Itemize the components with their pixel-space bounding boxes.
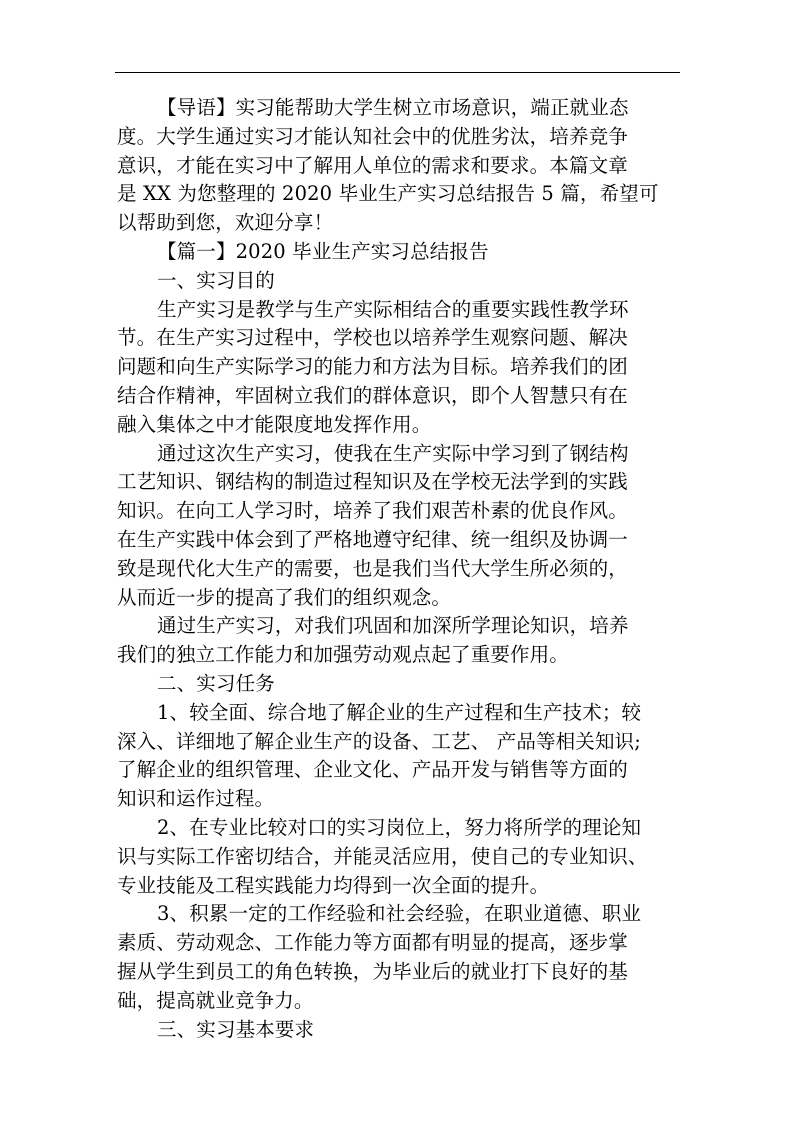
text-line: 二、实习任务 [157, 671, 275, 695]
text-line: 意识，才能在实习中了解用人单位的需求和要求。本篇文章 [117, 153, 628, 177]
document-body [117, 94, 677, 1044]
text-line: 握从学生到员工的角色转换，为毕业后的就业打下良好的基 [117, 959, 628, 983]
text-line: 生产实习是教学与生产实际相结合的重要实践性教学环 [157, 297, 629, 321]
text-line: 问题和向生产实际学习的能力和方法为目标。培养我们的团 [117, 355, 628, 379]
text-line: 从而近一步的提高了我们的组织观念。 [117, 585, 452, 609]
text-line: 我们的独立工作能力和加强劳动观点起了重要作用。 [117, 643, 569, 667]
header-rule [115, 72, 680, 73]
text-line: 2、在专业比较对口的实习岗位上，努力将所学的理论知 [157, 815, 642, 839]
text-line: 1、较全面、综合地了解企业的生产过程和生产技术；较 [157, 700, 642, 724]
text-line: 工艺知识、钢结构的制造过程知识及在学校无法学到的实践 [117, 470, 628, 494]
text-line: 融入集体之中才能限度地发挥作用。 [117, 412, 432, 436]
text-line: 【导语】实习能帮助大学生树立市场意识，端正就业态 [157, 96, 629, 119]
text-line: 知识。在向工人学习时，培养了我们艰苦朴素的优良作风。 [117, 499, 628, 523]
text-line: 了解企业的组织管理、企业文化、产品开发与销售等方面的 [117, 758, 628, 782]
text-line: 以帮助到您，欢迎分享！ [117, 211, 334, 235]
text-line: 识与实际工作密切结合，并能灵活应用，使自己的专业知识、 [117, 844, 648, 868]
text-line: 通过生产实习，对我们巩固和加深所学理论知识，培养 [157, 614, 629, 638]
text-line: 3、积累一定的工作经验和社会经验，在职业道德、职业 [157, 902, 642, 926]
text-line: 素质、劳动观念、工作能力等方面都有明显的提高，逐步掌 [117, 931, 628, 955]
text-line: 是 XX 为您整理的 2020 毕业生产实习总结报告 5 篇，希望可 [117, 182, 659, 206]
text-line: 一、实习目的 [157, 268, 275, 292]
text-line: 三、实习基本要求 [157, 1017, 315, 1041]
text-line: 在生产实践中体会到了严格地遵守纪律、统一组织及协调一 [117, 527, 628, 551]
text-line: 致是现代化大生产的需要，也是我们当代大学生所必须的， [117, 556, 628, 580]
text-line: 专业技能及工程实践能力均得到一次全面的提升。 [117, 873, 550, 897]
text-line: 结合作精神，牢固树立我们的群体意识，即个人智慧只有在 [117, 383, 628, 407]
text-line: 知识和运作过程。 [117, 787, 275, 811]
text-line: 度。大学生通过实习才能认知社会中的优胜劣汰，培养竞争 [117, 124, 628, 148]
text-line: 通过这次生产实习，使我在生产实际中学习到了钢结构 [157, 441, 629, 465]
text-line: 础，提高就业竞争力。 [117, 988, 314, 1012]
text-line: 节。在生产实习过程中，学校也以培养学生观察问题、解决 [117, 326, 628, 350]
text-line: 【篇一】2020 毕业生产实习总结报告 [157, 239, 489, 263]
text-line: 深入、详细地了解企业生产的设备、工艺、 产品等相关知识; [117, 729, 641, 753]
